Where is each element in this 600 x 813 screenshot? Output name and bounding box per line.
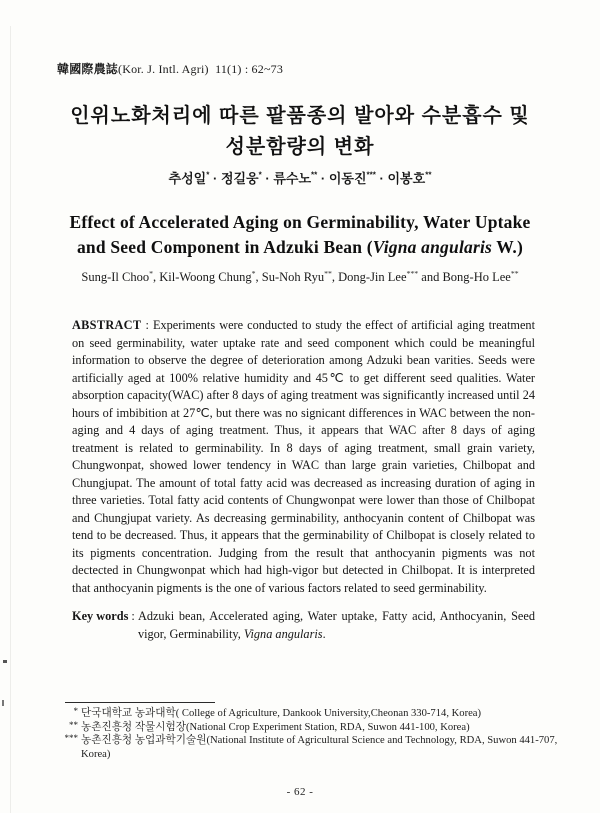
author-affiliation-marker: ** (425, 170, 432, 180)
korean-authors (0, 168, 600, 187)
abstract-paragraph (72, 317, 535, 597)
author-separator: · (209, 171, 221, 186)
footnote-text: 농촌진흥청 농업과학기술원(National Institute of Agricultural Science and Technology, RDA, Suwon 441-707, Korea) (81, 735, 558, 760)
author-name: 추성일 (168, 171, 207, 186)
author-affiliation-marker: ** (510, 268, 519, 278)
author-affiliation-marker: * (258, 170, 262, 180)
author-separator: and (418, 270, 443, 284)
abstract-label: ABSTRACT (72, 318, 142, 332)
author-affiliation-marker: * (251, 268, 256, 278)
author-separator: · (317, 171, 329, 186)
author-separator: · (375, 171, 388, 186)
korean-title-line1: 인위노화처리에 따른 팥품종의 발아와 수분흡수 및 (70, 105, 530, 127)
footnote-text: 단국대학교 농과대학( College of Agriculture, Dankook University,Cheonan 330-714, Korea) (81, 708, 482, 719)
footnote-text: 농촌진흥청 작물시험장(National Crop Experiment Station, RDA, Suwon 441-100, Korea) (81, 721, 470, 733)
footnote-row (58, 721, 570, 735)
keywords-label-text: Key words (72, 609, 129, 623)
english-authors (0, 270, 600, 285)
korean-title-line2: 성분함량의 변화 (225, 136, 375, 158)
author-affiliation-marker: * (149, 268, 153, 278)
author-separator: , (152, 270, 160, 284)
journal-citation: (Kor. J. Intl. Agri) 11(1) : 62~73 (118, 62, 284, 76)
author-name: 정길웅 (220, 171, 259, 186)
english-title-line2: and Seed Component in Adzuki Bean ( (76, 237, 373, 257)
author-separator: , (255, 270, 262, 284)
journal-name-cjk: 韓國際農誌 (57, 62, 119, 76)
author-separator: , (331, 270, 339, 284)
keywords-list (138, 608, 535, 643)
scan-artifact (3, 660, 7, 663)
keywords-block (72, 608, 535, 643)
footnotes-section (0, 702, 600, 761)
footnote-rule (65, 702, 215, 703)
species-name: Vigna angularis (243, 626, 323, 641)
korean-title (0, 101, 600, 163)
footnote-marker: * (73, 706, 78, 716)
author-name: Su-Noh Ryu (261, 270, 325, 284)
author-separator: · (261, 171, 274, 186)
footnote-row (58, 734, 570, 761)
author-name: Bong-Ho Lee (442, 270, 511, 284)
keywords-text: Adzuki bean, Accelerated aging, Water uptake, Fatty acid, Anthocyanin, Seed vigor, Germinability, (137, 609, 535, 641)
abstract-body: Experiments were conducted to study the effect of artificial aging treatment on seed germinability, water uptake rate and seed component which could be meaningful information to observe the degree of deterioration among Adzuki bean varities. Seeds were artificially aged at 100% relative humidity and 45℃ to get different seed qualities. Water absorption capacity(WAC) after 8 days of aging treatment was significantly increased until 24 hours of imbibition at 27℃, but there was no signicant differences in WAC between the non-aging and 4 days of aging treatment. Thus, it appears that WAC after 8 days of aging treatment is related to germinability. In 8 days of aging treatment, small grain variety, Chungwonpat, showed lower tendency in WAC than large grain varieties, Chilbopat and Chungjupat. The amount of total fatty acid was decreased as increasing duration of aging in three varieties. Total fatty acid contents of Chungwonpat were lower than those of Chilbopat and Chungjupat variety. As decreasing germinability, anthocyanin content of Chilbopat was tend to be decreased. Thus, it appears that the germinability of Chilbopat is closely related to its pigments concentration. Judging from the result that anthocyanin pigments was not dectected in Chungwonpat which had high-vigor but detected in Chilbopat. It is interpreted that anthocyanin pigments is the one of various factors related to seed germinability. (72, 318, 535, 595)
author-name: 류수노 (273, 171, 312, 186)
footnote-marker: *** (64, 733, 78, 744)
page-number: - 62 - (286, 786, 314, 798)
english-title (0, 210, 600, 260)
footnote-row (58, 707, 570, 721)
author-affiliation-marker: *** (366, 170, 376, 180)
author-affiliation-marker: * (206, 170, 210, 180)
author-affiliation-marker: *** (406, 268, 419, 278)
author-affiliation-marker: ** (324, 268, 332, 278)
footnote-marker: ** (69, 719, 78, 730)
keywords-period: . (322, 626, 326, 641)
author-name: Dong-Jin Lee (338, 270, 407, 284)
species-name: Vigna angularis (372, 237, 493, 257)
author-name: Sung-Il Choo (81, 270, 150, 284)
author-name: Kil-Woong Chung (159, 270, 252, 284)
english-title-line1: Effect of Accelerated Aging on Germinability, Water Uptake (69, 212, 531, 232)
keywords-label (72, 608, 138, 643)
keywords-colon: : (128, 609, 138, 623)
journal-header (57, 60, 283, 77)
author-name: 이봉호 (387, 171, 426, 186)
abstract-colon: : (141, 318, 153, 332)
author-affiliation-marker: ** (311, 170, 318, 180)
english-title-line2-suffix: W.) (492, 237, 524, 257)
author-name: 이동진 (328, 171, 367, 186)
